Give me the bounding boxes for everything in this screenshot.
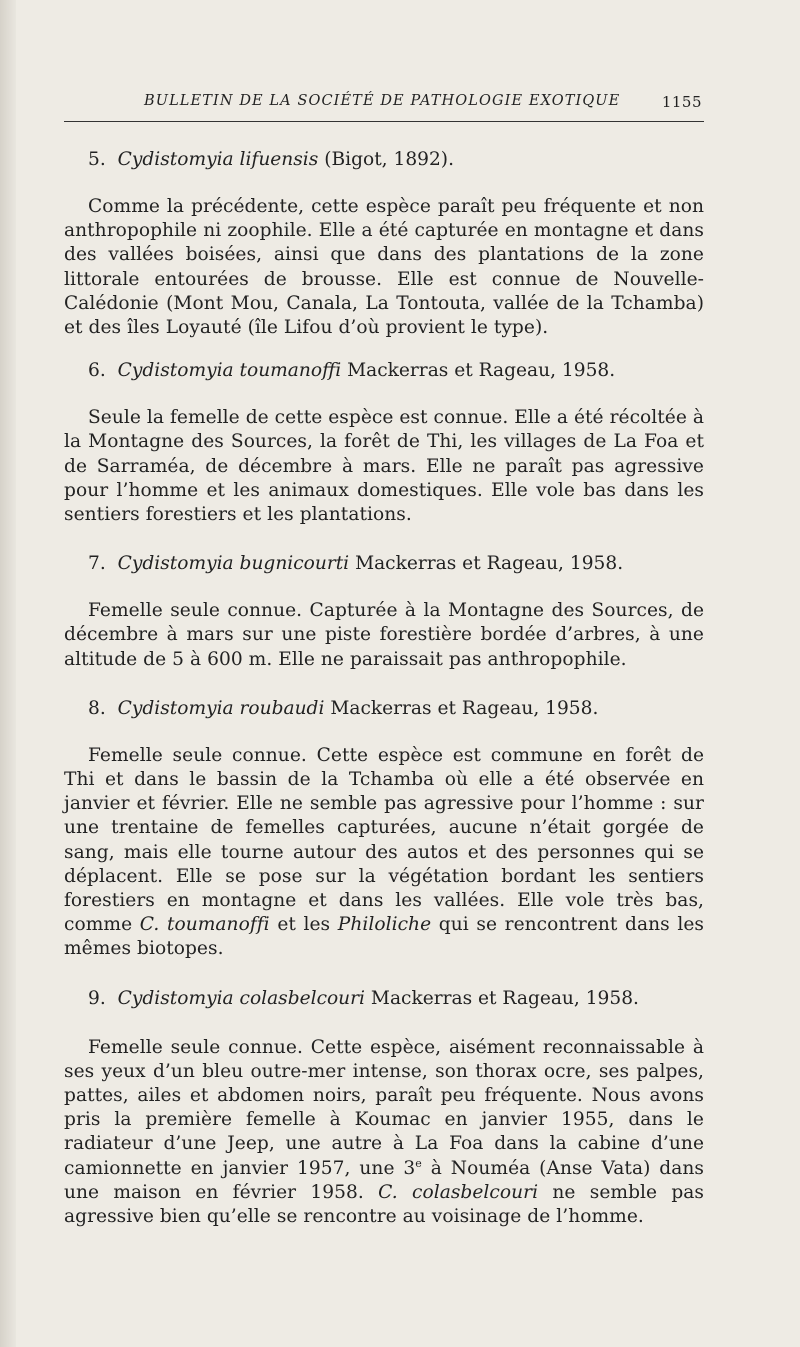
page-number: 1155 (661, 93, 702, 111)
species-authority: (Bigot, 1892). (324, 149, 454, 170)
text-run: Femelle seule connue. Cette espèce, aisément reconnaissable à ses yeux d’un bleu outre-mer intense, son thorax ocre, ses palpes, pattes, ailes et abdomen noirs, paraît peu fréquente. Nous avons pris la première femelle à Koumac en janvier 1955, dans le radiateur d’une Jeep, une autre à La Foa dans la cabine d’une camionnette en janvier 1957, une 3 (64, 1036, 704, 1179)
species-number: 5. (88, 149, 106, 170)
species-description-7: Femelle seule connue. Capturée à la Montagne des Sources, de décembre à mars sur une piste forestière bordée d’arbres, à une altitude de 5 à 600 m. Elle ne paraissait pas anthropophile. (64, 600, 704, 670)
species-description-8 (64, 744, 704, 962)
species-heading-8 (88, 697, 704, 721)
species-name: Cydistomyia toumanoffi (117, 360, 342, 382)
species-heading-9 (88, 987, 704, 1011)
ordinal-suffix: e (415, 1156, 422, 1170)
species-number: 7. (88, 553, 106, 575)
genus-name-inline: Philoliche (337, 914, 432, 936)
species-description-5: Comme la précédente, cette espèce paraît peu fréquente et non anthropophile ni zoophile. Elle a été capturée en montagne et dans des vallées boisées, ainsi que dans des plantations de la zone littorale entourées de brousse. Elle est connue de Nouvelle-Calédonie (Mont Mou, Canala, La Tontouta, vallée de la Tchamba) et des îles Loyauté (île Lifou d’où provient le type). (64, 196, 704, 339)
species-authority: Mackerras et Rageau, 1958. (355, 553, 624, 575)
species-authority: Mackerras et Rageau, 1958. (330, 697, 599, 719)
page-edge (0, 0, 16, 1347)
species-heading-7 (88, 552, 704, 576)
species-name: Cydistomyia bugnicourti (117, 553, 350, 575)
journal-title: BULLETIN DE LA SOCIÉTÉ DE PATHOLOGIE EXOTIQUE (144, 93, 621, 109)
species-number: 6. (88, 360, 106, 382)
species-heading-5 (88, 148, 704, 172)
species-authority: Mackerras et Rageau, 1958. (347, 360, 616, 382)
text-run: Femelle seule connue. Cette espèce est commune en forêt de Thi et dans le bassin de la Tchamba où elle a été observée en janvier et février. Elle ne semble pas agressive pour l’homme : sur une trentaine de femelles capturées, aucune n’était gorgée de sang, mais elle tourne autour des autos et des personnes qui se déplacent. Elle se pose sur la végétation bordant les sentiers forestiers en montagne et dans les vallées. Elle vole très bas, comme (64, 744, 704, 936)
running-header (64, 91, 704, 122)
species-name: Cydistomyia lifuensis (117, 149, 319, 170)
text-run: ne semble pas agressive bien qu’elle se rencontre au voisinage de l’homme. (64, 1181, 705, 1228)
species-name: Cydistomyia colasbelcouri (117, 987, 365, 1009)
species-description-9 (64, 1036, 704, 1230)
species-name-inline: C. colasbelcouri (378, 1181, 539, 1203)
species-heading-6 (88, 359, 704, 383)
species-number: 9. (88, 987, 106, 1009)
species-name: Cydistomyia roubaudi (117, 697, 325, 719)
species-name-inline: C. toumanoffi (139, 914, 270, 936)
text-run: qui se rencontrent dans les mêmes biotopes. (64, 914, 705, 960)
species-description-6: Seule la femelle de cette espèce est connue. Elle a été récoltée à la Montagne des Sources, la forêt de Thi, les villages de La Foa et de Sarraméa, de décembre à mars. Elle ne paraît pas agressive pour l’homme et les animaux domestiques. Elle vole bas dans les sentiers forestiers et les plantations. (64, 407, 704, 526)
species-number: 8. (88, 697, 106, 719)
article-body (64, 148, 704, 1229)
species-authority: Mackerras et Rageau, 1958. (370, 987, 639, 1009)
text-run: et les (277, 914, 331, 936)
text-run: à Nouméa (Anse Vata) dans une maison en février 1958. (64, 1157, 704, 1203)
